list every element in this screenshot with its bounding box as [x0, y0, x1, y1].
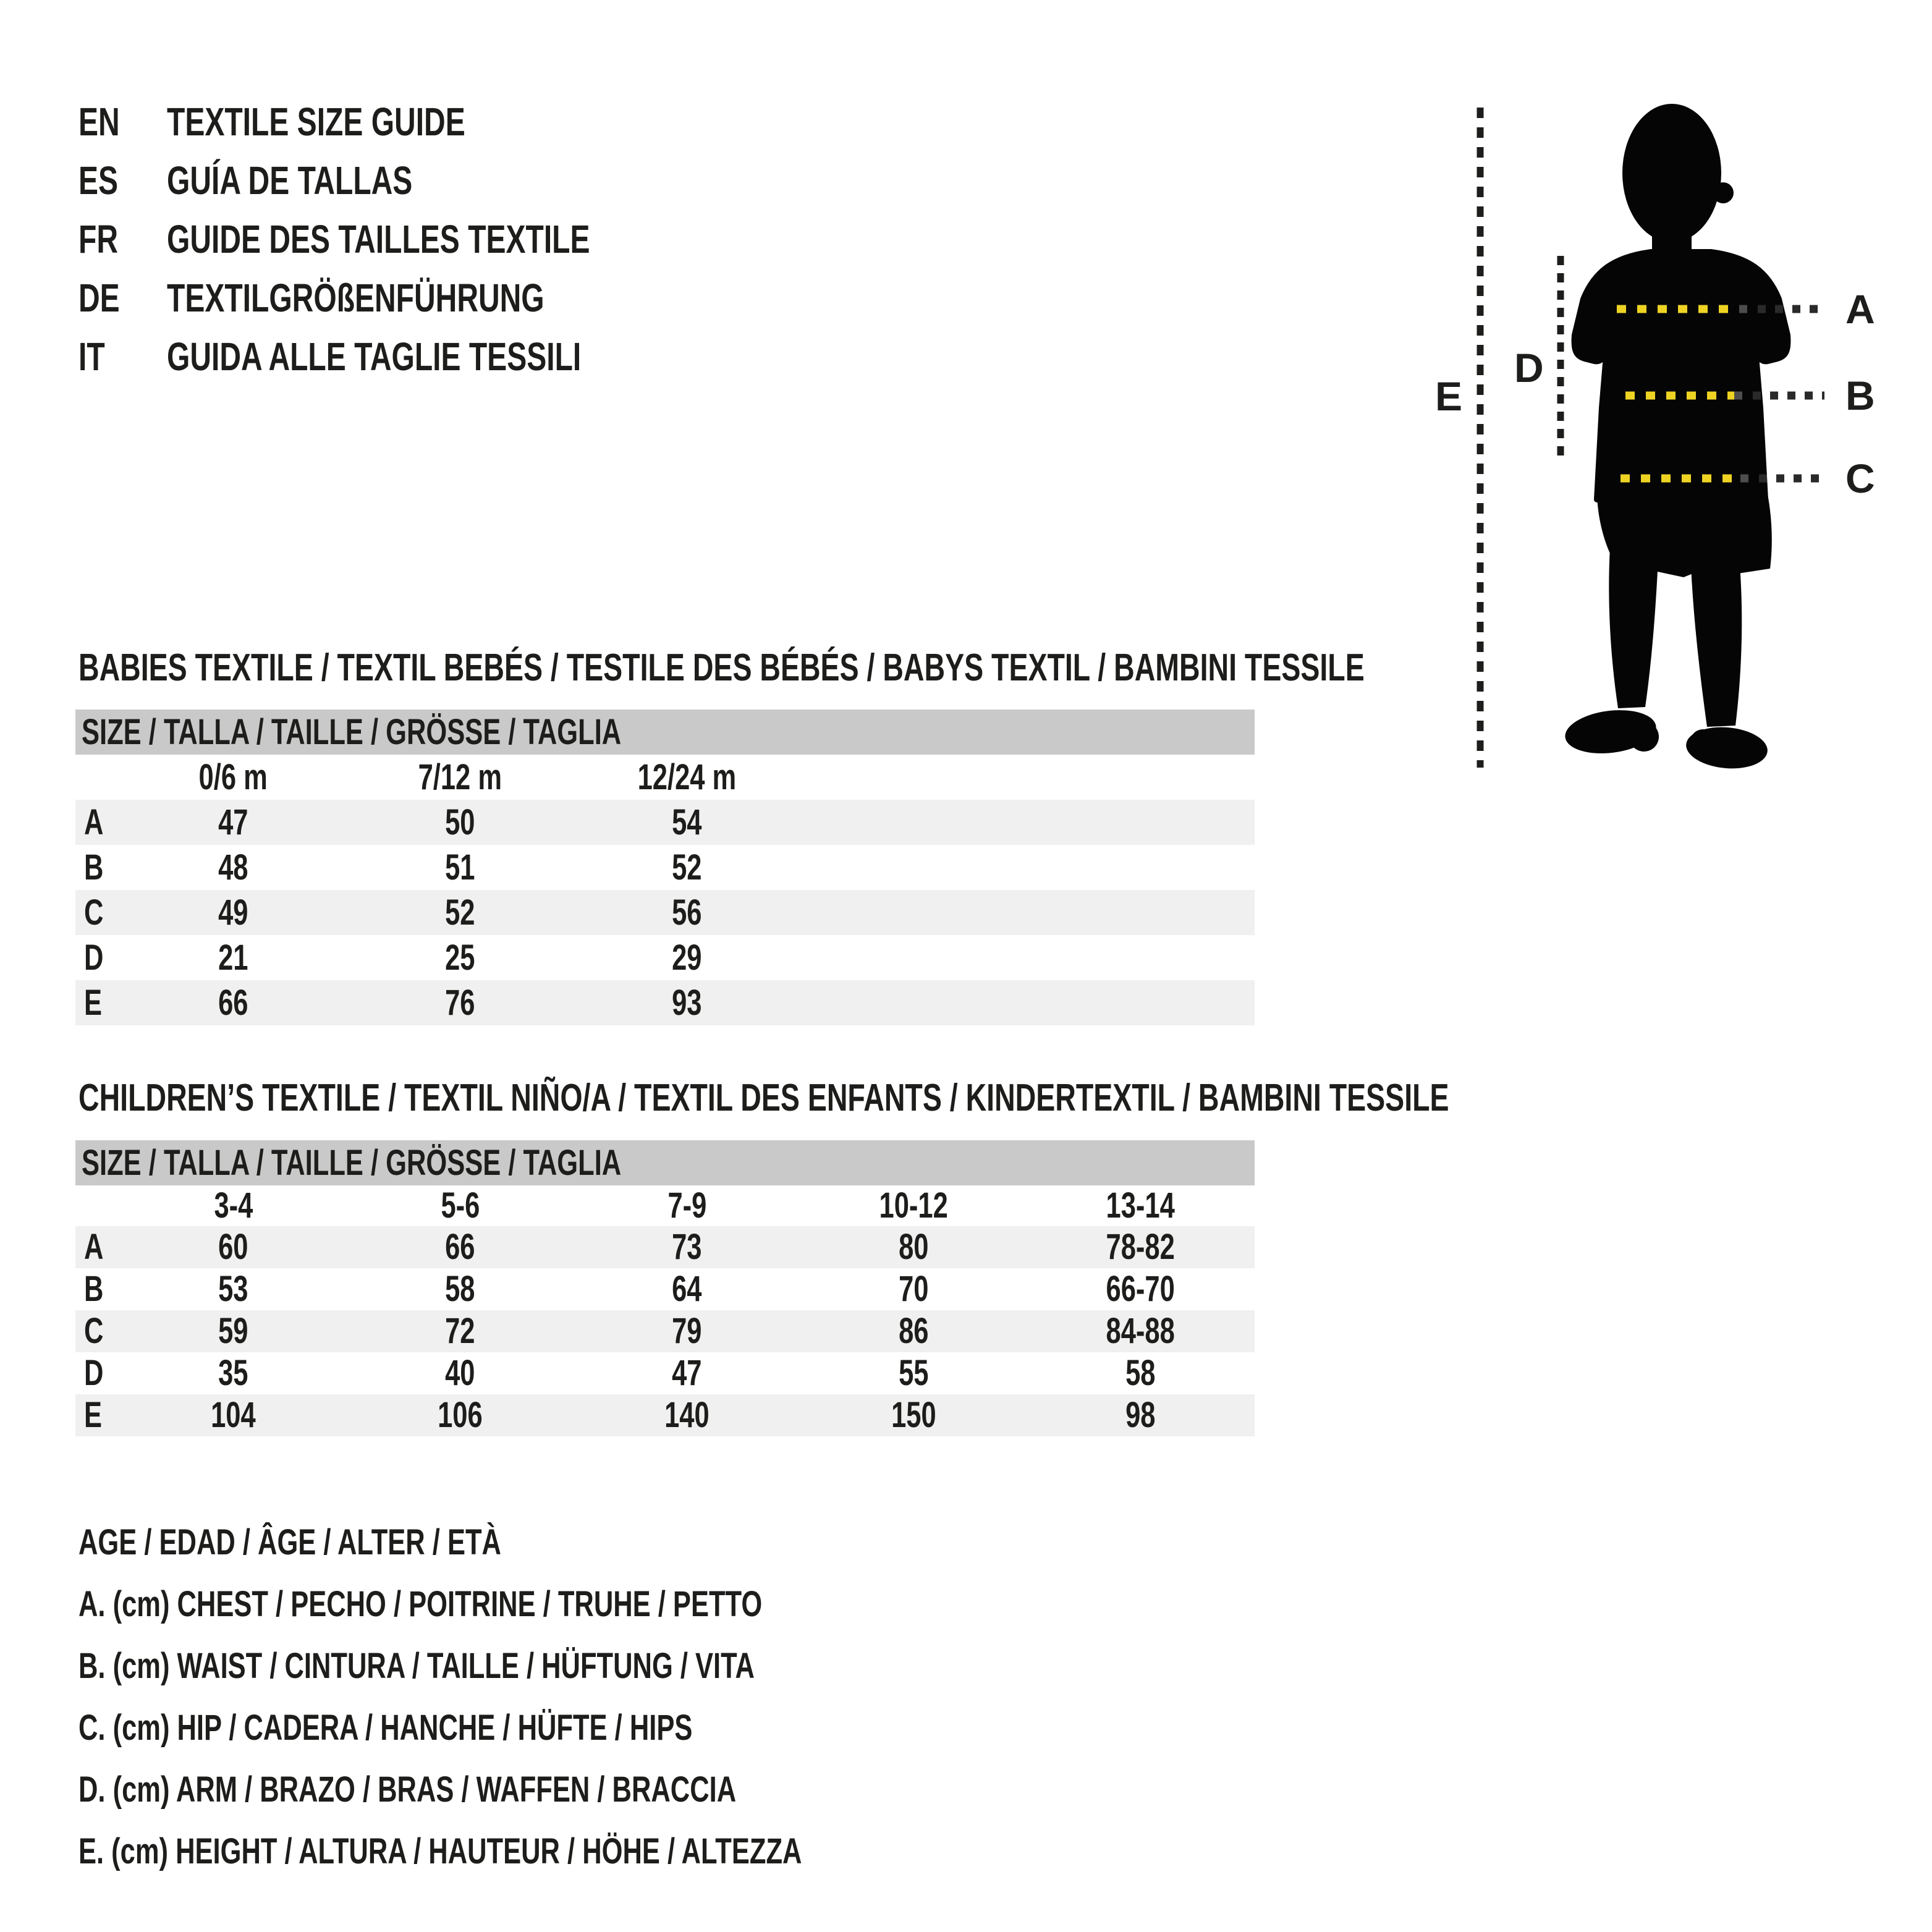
column-header: 3-4: [214, 1185, 253, 1226]
row-label: A: [84, 1227, 104, 1267]
lang-code: FR: [78, 217, 118, 261]
value-cell: 76: [445, 983, 475, 1023]
column-header: 7-9: [667, 1185, 706, 1226]
table-row: [75, 1310, 1255, 1352]
measurement-legend: [78, 1512, 1043, 1883]
value-cell: 73: [672, 1227, 702, 1267]
lang-title: GUÍA DE TALLAS: [167, 158, 413, 203]
row-label: B: [84, 1269, 104, 1309]
value-cell: 93: [672, 983, 702, 1023]
legend-line-chest: A. (cm) CHEST / PECHO / POITRINE / TRUHE / PETTO: [78, 1584, 763, 1624]
silhouette-hair: [1713, 182, 1734, 203]
table-row: [75, 890, 1255, 935]
value-cell: 60: [218, 1227, 248, 1267]
column-header: 5-6: [441, 1185, 480, 1226]
children-column-header-row: [75, 1185, 1255, 1226]
value-cell: 72: [445, 1311, 475, 1351]
children-size-header-bar: SIZE / TALLA / TAILLE / GRÖSSE / TAGLIA: [75, 1140, 1255, 1185]
value-cell: 52: [445, 892, 475, 933]
table-row: [75, 935, 1255, 980]
table-row: [75, 1268, 1255, 1310]
silhouette-torso: [1575, 252, 1788, 499]
value-cell: 35: [218, 1353, 248, 1393]
table-row: [75, 1394, 1255, 1436]
value-cell: 70: [899, 1269, 929, 1309]
row-label: B: [84, 847, 104, 888]
value-cell: 51: [445, 847, 475, 888]
value-cell: 150: [891, 1395, 936, 1435]
column-header: 12/24 m: [637, 757, 737, 797]
lang-title: GUIDA ALLE TAGLIE TESSILI: [167, 334, 582, 379]
value-cell: 54: [672, 802, 702, 842]
row-label: C: [84, 892, 104, 933]
value-cell: 64: [672, 1269, 702, 1309]
value-cell: 66-70: [1106, 1269, 1176, 1309]
value-cell: 52: [672, 847, 702, 888]
label-c: C: [1845, 455, 1875, 501]
value-cell: 47: [672, 1353, 702, 1393]
value-cell: 25: [445, 938, 475, 978]
table-row: [75, 1226, 1255, 1268]
table-row: [75, 845, 1255, 890]
value-cell: 58: [445, 1269, 475, 1309]
lang-code: IT: [78, 334, 105, 379]
value-cell: 140: [664, 1395, 710, 1435]
column-header: 13-14: [1106, 1185, 1176, 1226]
children-table: [75, 1185, 1255, 1436]
value-cell: 47: [218, 802, 248, 842]
column-header: 0/6 m: [198, 757, 268, 797]
children-section-title: CHILDREN’S TEXTILE / TEXTIL NIÑO/A / TEXTIL DES ENFANTS / KINDERTEXTIL / BAMBINI TESSILE: [78, 1077, 1449, 1119]
value-cell: 56: [672, 892, 702, 933]
value-cell: 86: [899, 1311, 929, 1351]
row-label: E: [84, 1395, 103, 1435]
value-cell: 79: [672, 1311, 702, 1351]
lang-row-de: [78, 269, 731, 328]
value-cell: 84-88: [1106, 1311, 1176, 1351]
column-header: 7/12 m: [418, 757, 502, 797]
label-d: D: [1514, 345, 1544, 391]
babies-column-header-row: [75, 755, 1255, 800]
lang-title: TEXTILGRÖßENFÜHRUNG: [167, 276, 544, 320]
value-cell: 21: [218, 938, 248, 978]
legend-line-hip: C. (cm) HIP / CADERA / HANCHE / HÜFTE / HIPS: [78, 1708, 693, 1748]
value-cell: 66: [218, 983, 248, 1023]
table-row: [75, 1352, 1255, 1394]
value-cell: 48: [218, 847, 248, 888]
legend-line-age: AGE / EDAD / ÂGE / ALTER / ETÀ: [78, 1522, 501, 1562]
legend-line-waist: B. (cm) WAIST / CINTURA / TAILLE / HÜFTUNG / VITA: [78, 1646, 755, 1686]
silhouette-left-heel: [1629, 722, 1659, 752]
label-a: A: [1845, 286, 1875, 332]
babies-table: [75, 755, 1255, 1025]
table-row: [75, 800, 1255, 845]
value-cell: 80: [899, 1227, 929, 1267]
silhouette-head: [1622, 104, 1721, 242]
label-b: B: [1845, 373, 1875, 418]
silhouette-right-leg: [1691, 557, 1742, 727]
table-row: [75, 980, 1255, 1025]
label-e: E: [1435, 373, 1463, 419]
lang-code: DE: [78, 276, 120, 320]
value-cell: 50: [445, 802, 475, 842]
legend-line-arm: D. (cm) ARM / BRAZO / BRAS / WAFFEN / BRACCIA: [78, 1769, 737, 1810]
row-label: E: [84, 983, 103, 1023]
value-cell: 66: [445, 1227, 475, 1267]
value-cell: 59: [218, 1311, 248, 1351]
value-cell: 78-82: [1106, 1227, 1176, 1267]
lang-row-es: [78, 151, 731, 210]
lang-row-en: [78, 93, 731, 151]
value-cell: 49: [218, 892, 248, 933]
lang-code: ES: [78, 158, 119, 203]
language-title-list: [78, 93, 731, 386]
value-cell: 29: [672, 938, 702, 978]
value-cell: 55: [899, 1353, 929, 1393]
lang-row-it: [78, 328, 731, 386]
value-cell: 104: [211, 1395, 256, 1435]
value-cell: 106: [438, 1395, 483, 1435]
lang-title: TEXTILE SIZE GUIDE: [167, 100, 465, 144]
column-header: 10-12: [879, 1185, 949, 1226]
silhouette-right-heel: [1690, 729, 1717, 756]
value-cell: 58: [1125, 1353, 1156, 1393]
row-label: A: [84, 802, 104, 842]
row-label: D: [84, 1353, 104, 1393]
legend-line-height: E. (cm) HEIGHT / ALTURA / HAUTEUR / HÖHE / ALTEZZA: [78, 1831, 802, 1871]
babies-section-title: BABIES TEXTILE / TEXTIL BEBÉS / TESTILE DES BÉBÉS / BABYS TEXTIL / BAMBINI TESSILE: [78, 646, 1365, 689]
lang-title: GUIDE DES TAILLES TEXTILE: [167, 217, 590, 261]
value-cell: 40: [445, 1353, 475, 1393]
value-cell: 98: [1125, 1395, 1156, 1435]
row-label: D: [84, 938, 104, 978]
lang-code: EN: [78, 100, 120, 144]
row-label: C: [84, 1311, 104, 1351]
lang-row-fr: [78, 210, 731, 269]
babies-size-header-bar: SIZE / TALLA / TAILLE / GRÖSSE / TAGLIA: [75, 710, 1255, 755]
value-cell: 53: [218, 1269, 248, 1309]
